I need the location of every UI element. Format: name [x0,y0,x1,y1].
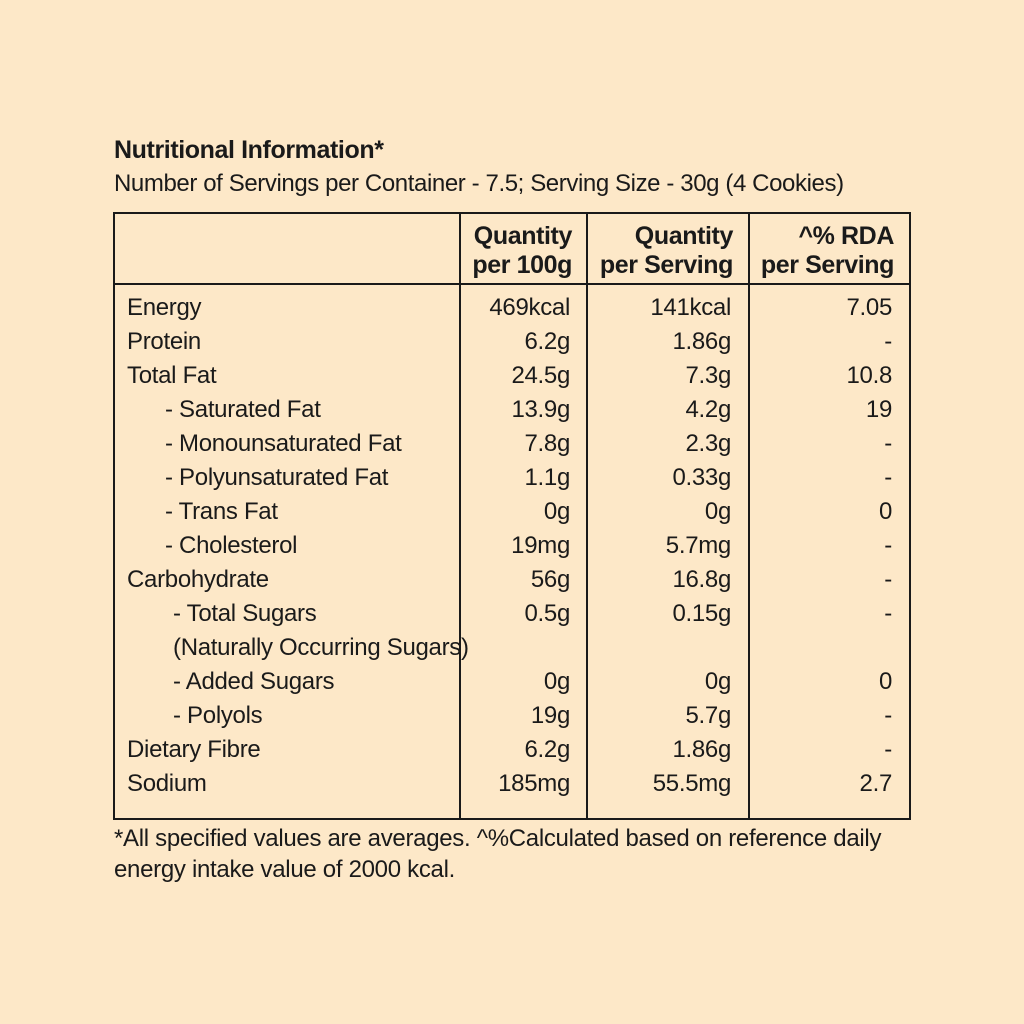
value-rda: 19 [865,396,892,423]
value-per-serving: 0.33g [672,464,731,491]
value-rda: 0 [878,668,892,695]
table-row [115,291,909,325]
value-per-serving: 16.8g [672,566,731,593]
nutrient-name: Energy [127,294,202,321]
nutrient-name: - Added Sugars [173,668,335,695]
value-per-100g: 0g [543,498,570,525]
value-per-serving: 0g [704,668,731,695]
value-per-serving: 0.15g [672,600,731,627]
value-rda: - [884,464,892,491]
nutrient-name: - Total Sugars [173,600,317,627]
servings-subtitle: Number of Servings per Container - 7.5; Serving Size - 30g (4 Cookies) [114,170,844,197]
nutrition-table [113,212,911,820]
value-per-100g: 6.2g [524,328,570,355]
nutrient-name: Sodium [127,770,207,797]
table-row [115,461,909,495]
nutrient-name: Carbohydrate [127,566,269,593]
nutrient-name: - Trans Fat [165,498,278,525]
value-per-100g: 6.2g [524,736,570,763]
table-row [115,529,909,563]
table-row [115,665,909,699]
value-rda: 10.8 [846,362,892,389]
header-divider [115,283,909,285]
value-rda: - [884,566,892,593]
value-per-100g: 56g [530,566,570,593]
table-row [115,631,909,665]
value-rda: - [884,328,892,355]
table-row [115,767,909,801]
table-row [115,325,909,359]
nutrient-name: - Polyunsaturated Fat [165,464,389,491]
value-per-serving: 1.86g [672,736,731,763]
table-row [115,427,909,461]
value-per-100g: 24.5g [511,362,570,389]
value-per-serving: 0g [704,498,731,525]
table-row [115,733,909,767]
value-per-100g: 19mg [511,532,570,559]
table-row [115,495,909,529]
value-per-serving: 5.7mg [665,532,731,559]
footnote: *All specified values are averages. ^%Calculated based on reference daily energy intake value of 2000 kcal. [114,825,882,883]
column-header-per-100g: Quantity per 100g [472,222,572,279]
value-per-serving: 2.3g [685,430,731,457]
value-per-100g: 1.1g [524,464,570,491]
value-per-serving: 5.7g [685,702,731,729]
table-row [115,359,909,393]
table-row [115,699,909,733]
table-row [115,563,909,597]
nutrient-name: - Polyols [173,702,263,729]
column-header-per-serving: Quantity per Serving [599,222,733,279]
nutrient-note: (Naturally Occurring Sugars) [173,634,469,661]
value-per-100g: 0g [543,668,570,695]
value-per-100g: 13.9g [511,396,570,423]
table-row [115,597,909,631]
value-per-100g: 185mg [498,770,570,797]
nutrient-name: - Cholesterol [165,532,298,559]
value-per-100g: 7.8g [524,430,570,457]
value-rda: - [884,600,892,627]
value-rda: 7.05 [846,294,892,321]
value-rda: - [884,736,892,763]
value-per-100g: 19g [530,702,570,729]
nutrient-name: - Monounsaturated Fat [165,430,402,457]
column-header-rda: ^% RDA per Serving [760,222,894,279]
value-per-100g: 469kcal [489,294,570,321]
nutrient-name: Total Fat [127,362,217,389]
nutrient-name: - Saturated Fat [165,396,321,423]
nutrient-name: Dietary Fibre [127,736,261,763]
value-rda: - [884,532,892,559]
nutrient-name: Protein [127,328,201,355]
value-rda: 0 [878,498,892,525]
value-rda: - [884,702,892,729]
nutrition-title: Nutritional Information* [114,136,384,164]
value-per-serving: 7.3g [685,362,731,389]
value-per-serving: 141kcal [650,294,731,321]
value-per-serving: 55.5mg [652,770,731,797]
value-rda: 2.7 [859,770,892,797]
value-per-serving: 4.2g [685,396,731,423]
value-per-100g: 0.5g [524,600,570,627]
table-row [115,393,909,427]
value-rda: - [884,430,892,457]
value-per-serving: 1.86g [672,328,731,355]
